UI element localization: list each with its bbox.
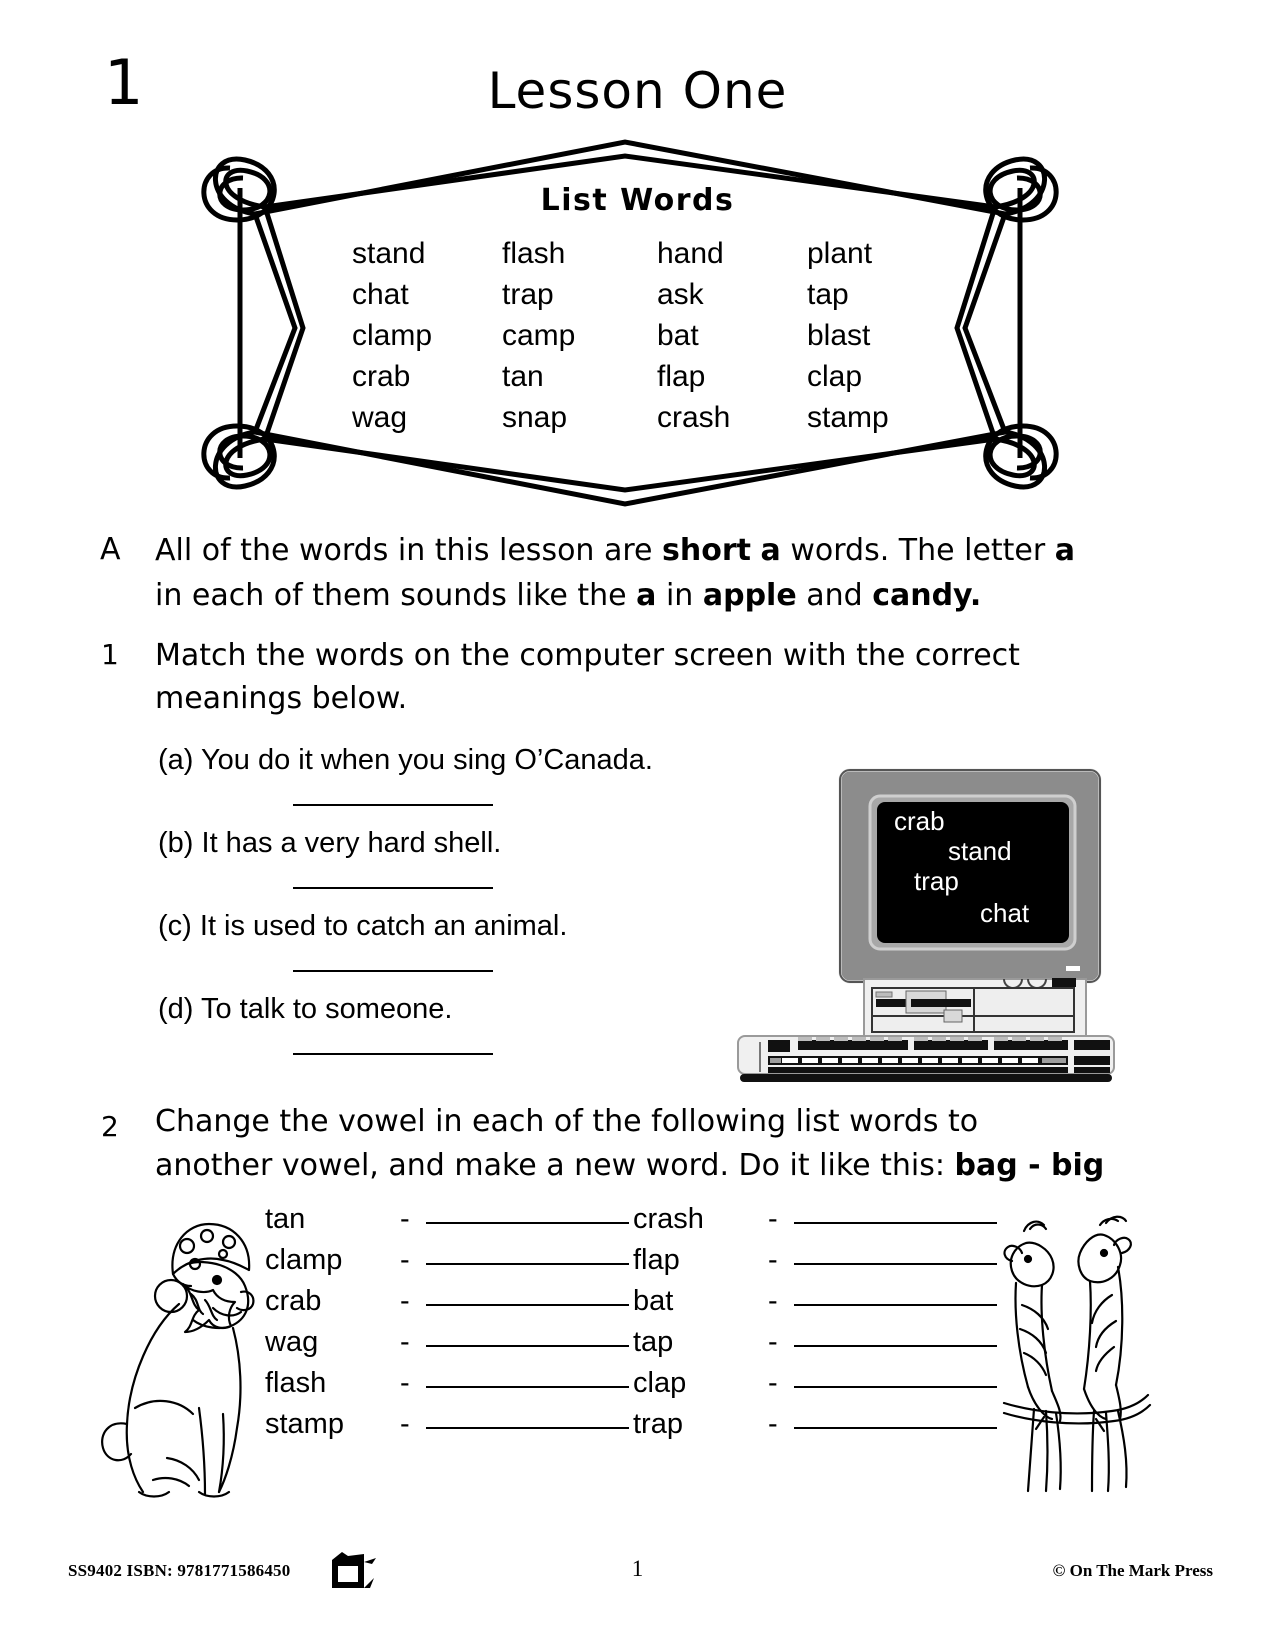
vowel-column-left bbox=[265, 1203, 629, 1449]
list-word: clap bbox=[807, 360, 863, 393]
answer-rule bbox=[293, 946, 493, 972]
list-word: camp bbox=[502, 319, 576, 352]
vowel-dash: - bbox=[768, 1244, 778, 1276]
answer-rule bbox=[293, 780, 493, 806]
answer-rule bbox=[293, 863, 493, 889]
vowel-row bbox=[265, 1367, 629, 1408]
footer-isbn: SS9402 ISBN: 9781771586450 bbox=[68, 1561, 291, 1580]
match-item-label: (b) bbox=[158, 827, 194, 859]
answer-blank[interactable] bbox=[158, 946, 718, 987]
match-item-prompt: You do it when you sing O’Canada. bbox=[201, 744, 653, 776]
section-a-b4: a bbox=[636, 578, 657, 613]
page-number: 1 bbox=[631, 1556, 644, 1581]
answer-rule bbox=[293, 1029, 493, 1055]
question1-line2: meanings below. bbox=[155, 681, 408, 716]
answer-blank[interactable] bbox=[158, 863, 718, 904]
question2-marker: 2 bbox=[101, 1110, 119, 1143]
section-a-b2: a bbox=[760, 533, 781, 568]
list-word: crab bbox=[352, 360, 411, 393]
vowel-dash: - bbox=[768, 1326, 778, 1358]
lesson-number: 1 bbox=[104, 46, 144, 119]
question2-line1: Change the vowel in each of the following list words to bbox=[155, 1104, 979, 1139]
vowel-answer-blank[interactable] bbox=[794, 1386, 997, 1388]
vowel-row bbox=[633, 1285, 997, 1326]
vowel-word: clamp bbox=[265, 1244, 343, 1276]
list-word: trap bbox=[502, 278, 554, 311]
question2-line2 bbox=[155, 1144, 1115, 1188]
vowel-dash: - bbox=[400, 1408, 410, 1440]
question1-instructions bbox=[155, 634, 1115, 720]
list-word: flash bbox=[502, 237, 566, 270]
vowel-word: bat bbox=[633, 1285, 674, 1317]
section-a-t6: and bbox=[796, 578, 873, 613]
vowel-dash: - bbox=[400, 1326, 410, 1358]
list-word: hand bbox=[657, 237, 724, 270]
list-word: wag bbox=[352, 401, 408, 434]
vowel-answer-blank[interactable] bbox=[794, 1427, 997, 1429]
vowel-word: trap bbox=[633, 1408, 683, 1440]
list-word: ask bbox=[657, 278, 704, 311]
vowel-answer-blank[interactable] bbox=[794, 1304, 997, 1306]
vowel-row bbox=[633, 1326, 997, 1367]
vowel-answer-blank[interactable] bbox=[426, 1222, 629, 1224]
list-word: flap bbox=[657, 360, 706, 393]
screen-word-4: chat bbox=[980, 898, 1030, 928]
vowel-row bbox=[633, 1408, 997, 1449]
vowel-word: tan bbox=[265, 1203, 306, 1235]
match-item-label: (d) bbox=[158, 993, 194, 1025]
vowel-row bbox=[265, 1326, 629, 1367]
vowel-word: flap bbox=[633, 1244, 680, 1276]
list-word: stamp bbox=[807, 401, 889, 434]
match-item bbox=[158, 906, 718, 987]
vowel-row bbox=[633, 1203, 997, 1244]
section-a-b5: apple bbox=[702, 578, 797, 613]
vowel-answer-blank[interactable] bbox=[794, 1345, 997, 1347]
section-a-text bbox=[155, 528, 1110, 618]
vowel-row bbox=[265, 1408, 629, 1449]
match-item-label: (a) bbox=[158, 744, 194, 776]
vowel-answer-blank[interactable] bbox=[426, 1386, 629, 1388]
page-title: Lesson One bbox=[487, 62, 788, 120]
section-a-t5: in bbox=[656, 578, 703, 613]
vowel-answer-blank[interactable] bbox=[426, 1345, 629, 1347]
screen-word-3: trap bbox=[914, 866, 959, 896]
section-a-t1: All of the words in this lesson are bbox=[155, 533, 663, 568]
vowel-dash: - bbox=[400, 1285, 410, 1317]
question1-marker: 1 bbox=[101, 638, 119, 671]
vowel-word: crab bbox=[265, 1285, 322, 1317]
screen-word-1: crab bbox=[894, 806, 945, 836]
match-item-text bbox=[158, 823, 718, 863]
answer-blank[interactable] bbox=[158, 780, 718, 821]
vowel-answer-blank[interactable] bbox=[794, 1222, 997, 1224]
list-words-grid bbox=[352, 233, 912, 438]
vowel-dash: - bbox=[768, 1285, 778, 1317]
vowel-row bbox=[265, 1285, 629, 1326]
match-item-prompt: It has a very hard shell. bbox=[201, 827, 502, 859]
vowel-dash: - bbox=[400, 1367, 410, 1399]
list-word: stand bbox=[352, 237, 426, 270]
parrots-illustration bbox=[1000, 1205, 1160, 1495]
section-a-b3: a bbox=[1054, 533, 1076, 568]
vowel-answer-blank[interactable] bbox=[794, 1263, 997, 1265]
match-item-label: (c) bbox=[158, 910, 192, 942]
question2-instructions bbox=[155, 1100, 1115, 1188]
list-word: plant bbox=[807, 237, 873, 270]
match-item-text bbox=[158, 906, 718, 946]
question1-items bbox=[158, 740, 718, 1072]
vowel-answer-blank[interactable] bbox=[426, 1263, 629, 1265]
list-word: bat bbox=[657, 319, 699, 352]
vowel-answer-blank[interactable] bbox=[426, 1304, 629, 1306]
match-item bbox=[158, 823, 718, 904]
question2-line2-text: another vowel, and make a new word. Do it like this: bbox=[155, 1148, 955, 1183]
question1-line1: Match the words on the computer screen with the correct bbox=[155, 638, 1020, 673]
vowel-word: crash bbox=[633, 1203, 704, 1235]
vowel-word: stamp bbox=[265, 1408, 344, 1440]
list-word: crash bbox=[657, 401, 731, 434]
answer-blank[interactable] bbox=[158, 1029, 718, 1070]
match-item-text bbox=[158, 989, 718, 1029]
list-word: blast bbox=[807, 319, 871, 352]
list-word: clamp bbox=[352, 319, 433, 352]
dog-illustration bbox=[95, 1208, 260, 1498]
vowel-word: wag bbox=[265, 1326, 319, 1358]
list-word: snap bbox=[502, 401, 568, 434]
section-a-t3: words. The letter bbox=[780, 533, 1055, 568]
list-word: tap bbox=[807, 278, 849, 311]
match-item bbox=[158, 989, 718, 1070]
vowel-dash: - bbox=[768, 1203, 778, 1235]
vowel-dash: - bbox=[768, 1367, 778, 1399]
list-words-heading: List Words bbox=[540, 183, 735, 218]
vowel-row bbox=[633, 1367, 997, 1408]
footer-copyright: © On The Mark Press bbox=[1052, 1561, 1213, 1580]
question2-example: bag - big bbox=[954, 1148, 1105, 1183]
section-a-b6: candy. bbox=[872, 578, 982, 613]
section-a-t4: in each of them sounds like the bbox=[155, 578, 637, 613]
vowel-row bbox=[265, 1203, 629, 1244]
section-a-marker: A bbox=[100, 532, 121, 567]
match-item-text bbox=[158, 740, 718, 780]
vowel-answer-blank[interactable] bbox=[426, 1427, 629, 1429]
vowel-word: tap bbox=[633, 1326, 674, 1358]
vowel-word: flash bbox=[265, 1367, 327, 1399]
vowel-row bbox=[633, 1244, 997, 1285]
vowel-dash: - bbox=[768, 1408, 778, 1440]
computer-illustration bbox=[736, 726, 1116, 1082]
match-item-prompt: It is used to catch an animal. bbox=[199, 910, 568, 942]
list-word: chat bbox=[352, 278, 409, 311]
match-item-prompt: To talk to someone. bbox=[201, 993, 453, 1025]
list-word: tan bbox=[502, 360, 544, 393]
section-a-t2 bbox=[751, 533, 761, 568]
vowel-dash: - bbox=[400, 1203, 410, 1235]
vowel-column-right bbox=[633, 1203, 997, 1449]
match-item bbox=[158, 740, 718, 821]
section-a-b1: short bbox=[662, 533, 751, 568]
vowel-row bbox=[265, 1244, 629, 1285]
vowel-word: clap bbox=[633, 1367, 687, 1399]
screen-word-2: stand bbox=[948, 836, 1012, 866]
vowel-dash: - bbox=[400, 1244, 410, 1276]
